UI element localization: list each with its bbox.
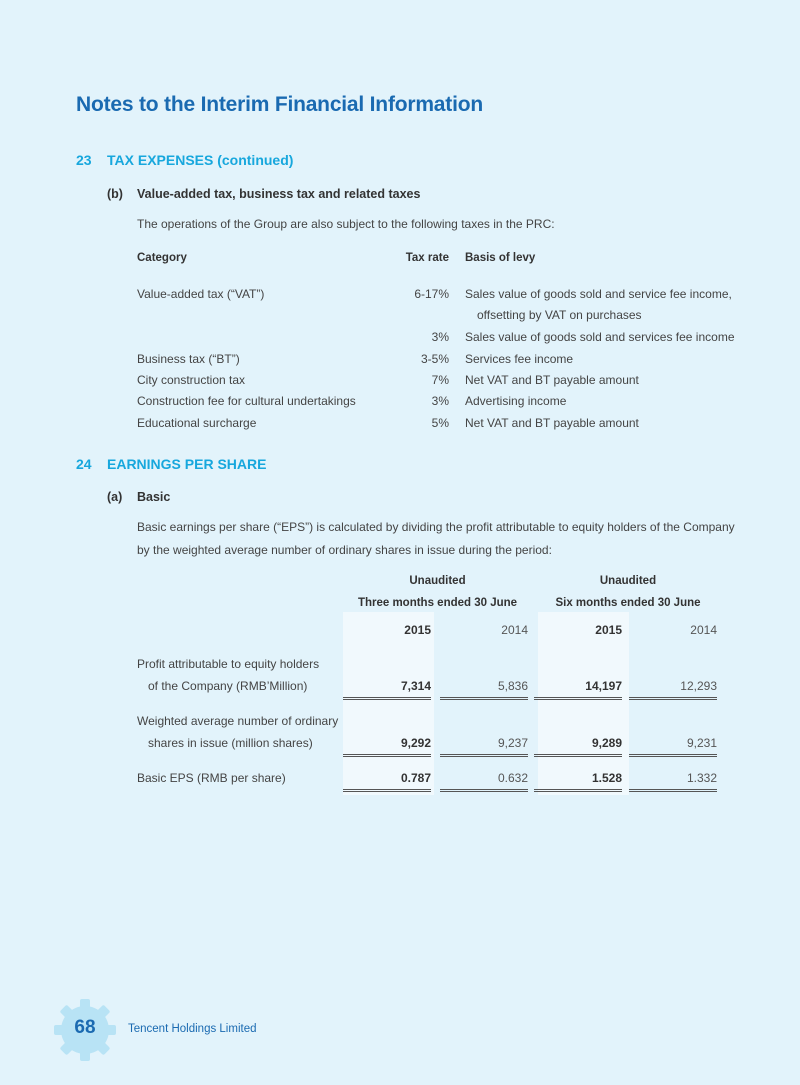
tax-rate: 6-17% — [414, 287, 449, 301]
group-header-period: Six months ended 30 June — [555, 597, 701, 609]
value-cell: 0.787 — [343, 771, 431, 792]
subsection-label: (b) — [107, 187, 123, 201]
tax-rate: 3% — [431, 330, 449, 344]
value-cell: 9,289 — [534, 736, 622, 757]
tax-category: Educational surcharge — [137, 416, 257, 430]
tax-basis-cont: offsetting by VAT on purchases — [477, 308, 642, 322]
section-number: 23 — [76, 152, 92, 168]
value-cell: 14,197 — [534, 679, 622, 700]
tax-basis: Net VAT and BT payable amount — [465, 416, 639, 430]
intro-line-2: by the weighted average number of ordinary shares in issue during the period: — [137, 543, 552, 557]
tax-rate: 3% — [431, 394, 449, 408]
subsection-title: Value-added tax, business tax and related taxes — [137, 187, 421, 201]
value-cell: 0.632 — [440, 771, 528, 792]
year-header: 2014 — [690, 623, 717, 637]
row-label: Basic EPS (RMB per share) — [137, 771, 286, 785]
year-header: 2015 — [404, 623, 431, 637]
value-cell: 7,314 — [343, 679, 431, 700]
tax-category: Value-added tax (“VAT”) — [137, 287, 265, 301]
group-header-audit: Unaudited — [409, 575, 466, 587]
intro-line-1: Basic earnings per share (“EPS”) is calculated by dividing the profit attributable to equity holders of the Company — [137, 520, 735, 534]
tax-category: Business tax (“BT”) — [137, 352, 240, 366]
company-name: Tencent Holdings Limited — [128, 1023, 257, 1035]
tax-basis: Advertising income — [465, 394, 567, 408]
value-cell: 9,292 — [343, 736, 431, 757]
section-number: 24 — [76, 456, 92, 472]
shaded-column — [538, 612, 629, 795]
tax-rate: 7% — [431, 373, 449, 387]
row-label: Profit attributable to equity holders — [137, 657, 320, 671]
value-cell: 9,237 — [440, 736, 528, 757]
tax-rate: 3-5% — [420, 352, 449, 366]
value-cell: 5,836 — [440, 679, 528, 700]
value-cell: 9,231 — [629, 736, 717, 757]
value-cell: 1.528 — [534, 771, 622, 792]
value-cell: 12,293 — [629, 679, 717, 700]
subsection-label: (a) — [107, 490, 123, 504]
subsection-title: Basic — [137, 490, 171, 504]
row-label-cont: shares in issue (million shares) — [148, 736, 313, 750]
section-title: TAX EXPENSES (continued) — [107, 152, 294, 168]
value-cell: 1.332 — [629, 771, 717, 792]
page-title: Notes to the Interim Financial Information — [76, 93, 483, 116]
header-category: Category — [137, 252, 187, 264]
header-basis: Basis of levy — [465, 252, 536, 264]
tax-basis: Sales value of goods sold and services fee income — [465, 330, 735, 344]
header-tax-rate: Tax rate — [405, 252, 449, 264]
year-header: 2014 — [501, 623, 528, 637]
section-title: EARNINGS PER SHARE — [107, 456, 267, 472]
page-number: 68 — [74, 1017, 96, 1038]
tax-basis: Net VAT and BT payable amount — [465, 373, 639, 387]
intro-paragraph: The operations of the Group are also subject to the following taxes in the PRC: — [137, 217, 555, 231]
tax-rate: 5% — [431, 416, 449, 430]
year-header: 2015 — [595, 623, 622, 637]
group-header-period: Three months ended 30 June — [357, 597, 518, 609]
row-label-cont: of the Company (RMB’Million) — [148, 679, 308, 693]
shaded-column — [343, 612, 434, 795]
tax-basis: Services fee income — [465, 352, 574, 366]
tax-basis: Sales value of goods sold and service fee income, — [465, 287, 732, 301]
group-header-audit: Unaudited — [599, 575, 657, 587]
tax-category: City construction tax — [137, 373, 246, 387]
tax-category: Construction fee for cultural undertakings — [137, 394, 356, 408]
row-label: Weighted average number of ordinary — [137, 714, 339, 728]
